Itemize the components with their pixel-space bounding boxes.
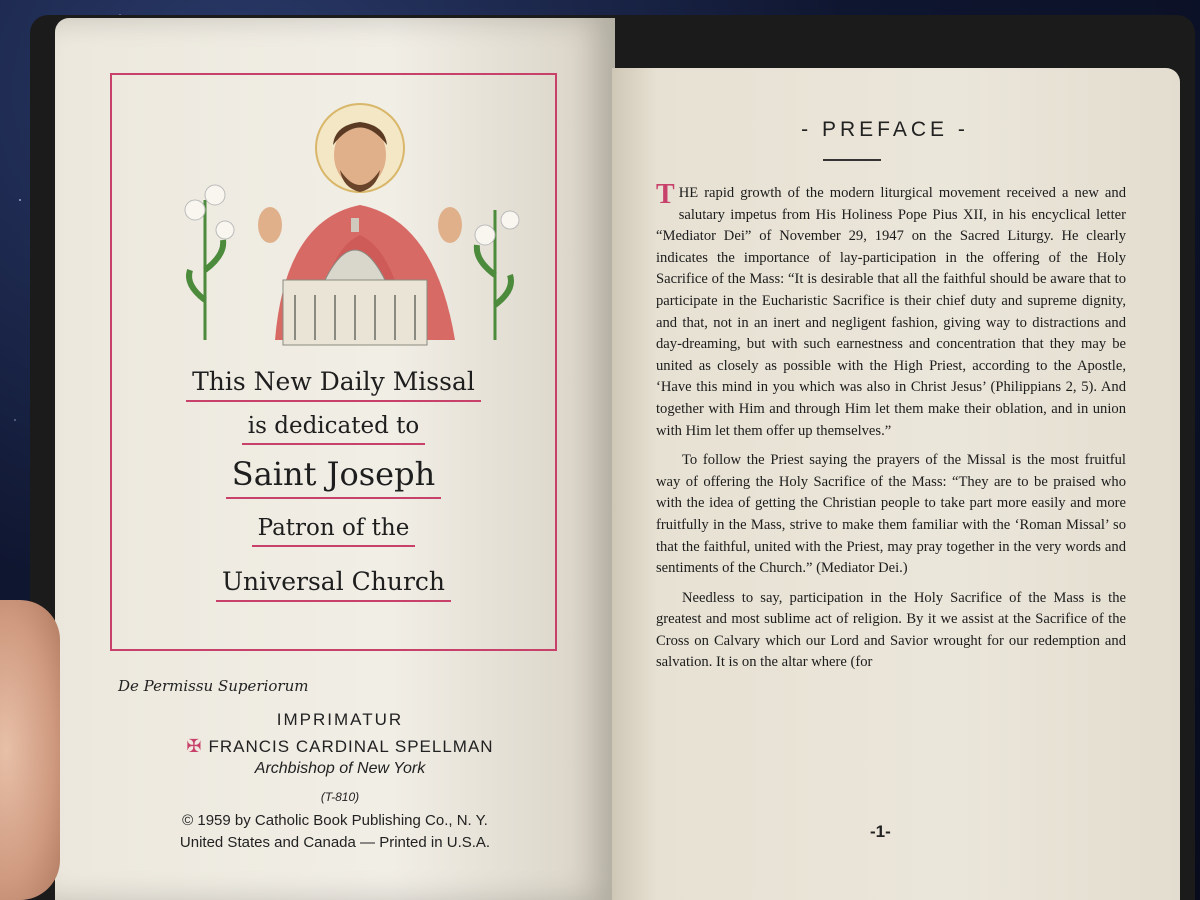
archbishop-title: Archbishop of New York [254, 760, 426, 777]
lily-left-icon [185, 185, 234, 340]
paragraph-2: To follow the Priest saying the prayers of the Missal is the most fruitful way of offering the Holy Sacrifice of the Mass: “They are to be praised who with the idea of getting the Christian people to take part more easily and more fruitfully in the Mass, strive to make them familiar with the ‘Roman Missal’ so that the faithful, united with the Priest, may pray together in the very words and sentiments of the Church.” (Mediator Dei.) [656, 452, 1126, 577]
title-rule [823, 159, 881, 161]
cardinal-name-text: FRANCIS CARDINAL SPELLMAN [208, 737, 494, 756]
copyright-line: © 1959 by Catholic Book Publishing Co., N. Y. [182, 812, 488, 829]
paragraph-3: Needless to say, participation in the Holy Sacrifice of the Mass is the greatest and most sublime act of religion. By it we assist at the Sacrifice of the Cross on Calvary which our Lord and Savior wrought for our redemption and salvation. It is on the altar where (for [656, 589, 1126, 671]
thumb [0, 600, 60, 900]
dedication-line-1: This New Daily Missal [110, 367, 557, 396]
preface-body [656, 179, 1126, 682]
page-number: -1- [870, 822, 891, 841]
cardinal-name [130, 736, 550, 757]
dedication-line-4: Patron of the [110, 515, 557, 541]
catalog-code: (T-810) [320, 790, 360, 804]
paragraph-1-text: HE rapid growth of the modern liturgical movement received a new and salutary impetus from His Holiness Pope Pius XII, in his encyclical letter “Mediator Dei” of November 29, 1947 on the Sacred Liturgy. He clearly indicates the importance of lay-participation in the offering of the Holy Sacrifice of the Mass: “It is desirable that all the faithful should be aware that to participate in the Eucharistic Sacrifice is their chief duty and supreme dignity, and that, not in an inert and negligent fashion, giving way to distractions and day-dreaming, but with such earnestness and concentration that they may be united as closely as possible with the High Priest, according to the Apostle, ‘Have this mind in you which was also in Christ Jesus’ (Philippians 2, 5). And together with Him and through Him let them make their oblation, and in union with Him let them offer up themselves.” [656, 185, 1126, 439]
dedication-line-3: Saint Joseph [110, 455, 557, 493]
maltese-cross-icon: ✠ [186, 736, 203, 756]
permissu-text: De Permissu Superiorum [118, 677, 309, 695]
preface-title: - PREFACE - [801, 118, 969, 141]
dedication-line-5: Universal Church [110, 567, 557, 596]
printed-line: United States and Canada — Printed in U.S.A. [179, 834, 491, 851]
lily-right-icon [475, 210, 519, 340]
saint-joseph-illustration [165, 100, 535, 355]
imprimatur-heading: IMPRIMATUR [276, 710, 404, 729]
paragraph-1 [656, 179, 1126, 442]
dedication-line-2: is dedicated to [110, 413, 557, 439]
drop-cap: T [656, 179, 675, 210]
